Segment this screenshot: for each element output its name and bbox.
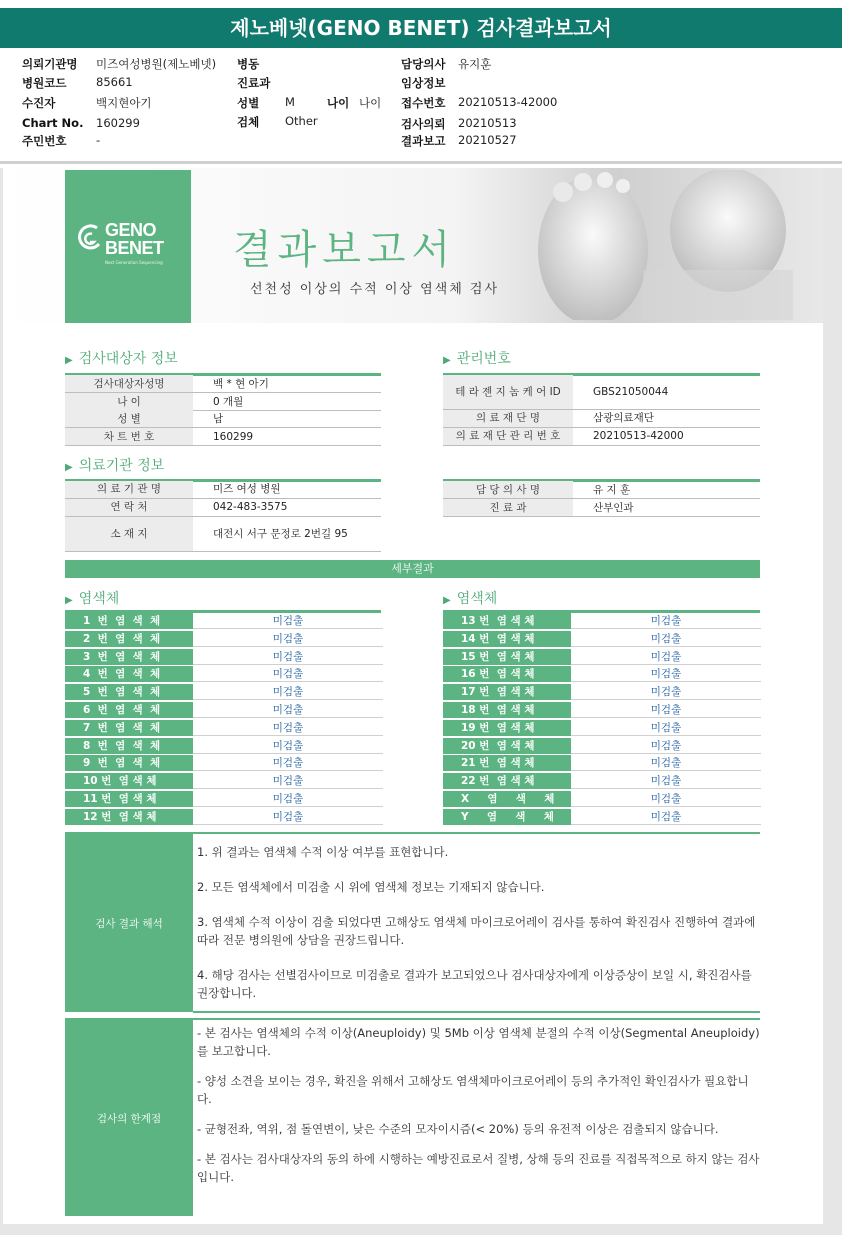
mgmt-info-row <box>443 410 760 428</box>
institution-doctor-label: 담 당 의 사 명 <box>443 481 573 499</box>
institution-info-value: 미즈 여성 병원 <box>213 483 281 495</box>
chromosome-label: 5 번 염 색 체 <box>65 684 193 700</box>
limitations-text <box>197 1024 760 1198</box>
institution-info-row <box>65 481 381 499</box>
chromosome-row-left <box>65 791 383 808</box>
chromosome-label: 13 번 염 색 체 <box>443 613 571 629</box>
chromosome-label: Y 염 색 체 <box>443 809 571 825</box>
subject-info-row <box>65 410 381 428</box>
chromosome-label: 1 번 염 색 체 <box>65 613 193 629</box>
limitation-item: - 양성 소견을 보이는 경우, 확진을 위해서 고해상도 염색체마이크로어레이 등의 추가적인 확인검사가 필요합니다. <box>197 1074 749 1106</box>
chromosome-result: 미검출 <box>193 773 383 789</box>
page-shadow-right <box>823 168 842 1235</box>
detail-results-bar: 세부결과 <box>65 560 760 578</box>
logo-line1: GENO <box>105 220 157 240</box>
chromosome-label: 18 번 염 색 체 <box>443 702 571 718</box>
baby-feet-image <box>523 170 793 320</box>
institution-info-value: 042-483-3575 <box>213 501 288 513</box>
chromosome-label: 22 번 염 색 체 <box>443 773 571 789</box>
section-arrow-icon: ▶ <box>65 355 73 366</box>
chromosome-row-left <box>65 666 383 683</box>
clinical-label: 임상정보 <box>401 76 446 90</box>
chromosome-result: 미검출 <box>571 720 761 736</box>
chromosome-result: 미검출 <box>193 809 383 825</box>
subject-info-label: 차 트 번 호 <box>65 428 193 446</box>
chromosome-row-left <box>65 755 383 772</box>
institution-doctor-value: 유 지 훈 <box>593 484 631 496</box>
row-divider <box>65 445 381 446</box>
chromosome-label: 15 번 염 색 체 <box>443 649 571 665</box>
chromosome-row-right <box>443 631 761 648</box>
ssn-label: 주민번호 <box>22 134 67 148</box>
chromosome-label: 6 번 염 색 체 <box>65 702 193 718</box>
mgmt-info-label: 테 라 젠 지 놈 케 어 ID <box>443 375 573 409</box>
interpretation-rule-bottom <box>193 1011 760 1013</box>
chromosome-result: 미검출 <box>571 666 761 682</box>
institution-info-label: 연 락 처 <box>65 499 193 516</box>
subject-info-value: 백 * 현 아기 <box>213 378 269 390</box>
interpretation-item: 2. 모든 염색체에서 미검출 시 위에 염색체 정보는 기재되지 않습니다. <box>197 880 545 894</box>
chromosome-row-left <box>65 649 383 666</box>
chromosome-row-right <box>443 773 761 790</box>
hospital-label: 의뢰기관명 <box>22 57 78 71</box>
chromosome-result: 미검출 <box>193 684 383 700</box>
chromosome-row-left <box>65 773 383 790</box>
report-date-label: 결과보고 <box>401 134 446 148</box>
chromosome-row-left <box>65 684 383 701</box>
mgmt-info-value: 20210513-42000 <box>593 430 684 442</box>
age-label: 나이 <box>327 96 350 110</box>
age-value: 나이 <box>359 96 382 110</box>
chromosome-row-left <box>65 738 383 755</box>
page-shadow-bottom <box>0 1224 842 1235</box>
chromosome-result: 미검출 <box>571 684 761 700</box>
chromosome-row-right <box>443 613 761 630</box>
row-divider <box>65 551 381 552</box>
interpretation-block <box>65 834 760 1012</box>
banner-title: 결과보고서 <box>233 227 457 273</box>
institution-doctor-label: 진 료 과 <box>443 499 573 517</box>
chromosome-result: 미검출 <box>571 809 761 825</box>
subject-info-label: 성 별 <box>65 410 193 428</box>
limitation-item: - 본 검사는 검사대상자의 동의 하에 시행하는 예방진료로서 질병, 상해 등의 진료를 직접목적으로 하지 않는 검사입니다. <box>197 1152 760 1184</box>
chromosome-label: X 염 색 체 <box>443 791 571 807</box>
patient-info-header <box>0 54 842 160</box>
subject-section-heading: ▶ 검사대상자 정보 <box>65 351 178 367</box>
interpretation-item: 1. 위 결과는 염색체 수적 이상 여부를 표현합니다. <box>197 845 449 859</box>
subject-info-row <box>65 375 381 393</box>
doctor-value: 유지훈 <box>458 57 492 71</box>
specimen-label: 검체 <box>237 115 260 129</box>
receipt-value: 20210513-42000 <box>458 95 558 109</box>
chromosome-result: 미검출 <box>571 738 761 754</box>
chromosome-row-right <box>443 720 761 737</box>
header-divider <box>0 161 842 164</box>
interpretation-item: 3. 염색체 수적 이상이 검출 되었다면 고해상도 염색체 마이크로어레이 검사를 통하여 확진검사 진행하여 결과에 따라 전문 병의원에 상담을 권장드립니다. <box>197 915 756 947</box>
institution-doctor-value: 산부인과 <box>593 502 634 514</box>
chromosome-result: 미검출 <box>193 720 383 736</box>
chromosome-result: 미검출 <box>571 773 761 789</box>
chromosome-label: 20 번 염 색 체 <box>443 738 571 754</box>
chromosome-result: 미검출 <box>571 649 761 665</box>
sex-label: 성별 <box>237 96 260 110</box>
subject-info-row <box>65 393 381 411</box>
chromosome-row-left <box>65 809 383 826</box>
section-arrow-icon: ▶ <box>65 462 73 473</box>
institution-info-label: 의 료 기 관 명 <box>65 481 193 498</box>
chromosome-label: 7 번 염 색 체 <box>65 720 193 736</box>
chromosome-result: 미검출 <box>193 649 383 665</box>
chromosome-label: 19 번 염 색 체 <box>443 720 571 736</box>
logo-line2: BENET <box>105 238 164 258</box>
chromosome-result: 미검출 <box>571 613 761 629</box>
chromosome-result: 미검출 <box>193 631 383 647</box>
report-banner <box>3 168 823 323</box>
chromosome-label: 12 번 염 색 체 <box>65 809 193 825</box>
mgmt-info-row <box>443 375 760 398</box>
logo-tagline: Next Generation Sequencing <box>105 260 163 265</box>
hospital-value: 미즈여성병원(제노베넷) <box>96 57 217 71</box>
code-label: 병원코드 <box>22 76 67 90</box>
mgmt-section-heading: ▶ 관리번호 <box>443 351 511 367</box>
receipt-label: 접수번호 <box>401 96 446 110</box>
chromosome-label: 21 번 염 색 체 <box>443 755 571 771</box>
chromosome-row-right <box>443 809 761 826</box>
chromosome-label: 9 번 염 색 체 <box>65 755 193 771</box>
interpretation-text <box>197 843 760 1019</box>
chart-label: Chart No. <box>22 116 84 130</box>
institution-info-row <box>65 517 381 540</box>
doctor-label: 담당의사 <box>401 57 446 71</box>
banner-subtitle: 선천성 이상의 수적 이상 염색체 검사 <box>250 282 500 297</box>
subject-value: 백지현아기 <box>96 96 152 110</box>
interpretation-label: 검사 결과 해석 <box>65 834 193 1012</box>
interpretation-item: 4. 해당 검사는 선별검사이므로 미검출로 결과가 보고되었으나 검사대상자에게 이상증상이 보일 시, 확진검사를 권장합니다. <box>197 968 752 1000</box>
specimen-value: Other <box>285 114 318 128</box>
chromosome-row-right <box>443 738 761 755</box>
geno-benet-logo <box>65 170 191 323</box>
chromosome-result: 미검출 <box>571 755 761 771</box>
request-value: 20210513 <box>458 116 517 130</box>
chromosome-row-right <box>443 791 761 808</box>
limitations-block <box>65 1020 760 1216</box>
report-page <box>3 168 823 1224</box>
chromosome-result: 미검출 <box>571 791 761 807</box>
institution-info-row <box>65 499 381 517</box>
chromosome-label: 10 번 염 색 체 <box>65 773 193 789</box>
chromosome-row-left <box>65 702 383 719</box>
chromosome-label: 8 번 염 색 체 <box>65 738 193 754</box>
chromosome-row-right <box>443 649 761 666</box>
chromosome-row-left <box>65 631 383 648</box>
limitation-item: - 균형전좌, 역위, 점 돌연변이, 낮은 수준의 모자이시즘(< 20%) 등의 유전적 이상은 검출되지 않습니다. <box>197 1122 719 1136</box>
chromosome-result: 미검출 <box>193 613 383 629</box>
institution-info-value: 대전시 서구 문정로 2번길 95 <box>213 528 348 540</box>
dept-label: 진료과 <box>237 76 271 90</box>
chromosome-result: 미검출 <box>571 702 761 718</box>
section-arrow-icon: ▶ <box>443 595 451 606</box>
subject-info-value: 남 <box>213 413 224 425</box>
mgmt-info-value: 삼광의료재단 <box>593 412 654 424</box>
chromosome-left-heading: ▶ 염색체 <box>65 591 120 607</box>
limitations-label: 검사의 한계점 <box>65 1020 193 1216</box>
ssn-value: - <box>96 133 101 147</box>
chromosome-label: 4 번 염 색 체 <box>65 666 193 682</box>
chromosome-label: 11 번 염 색 체 <box>65 791 193 807</box>
report-date-value: 20210527 <box>458 133 517 147</box>
limitation-item: - 본 검사는 염색체의 수적 이상(Aneuploidy) 및 5Mb 이상 염색체 분절의 수적 이상(Segmental Aneuploidy)를 보고합니다. <box>197 1026 760 1058</box>
chromosome-result: 미검출 <box>193 738 383 754</box>
chromosome-result: 미검출 <box>193 791 383 807</box>
mgmt-info-label: 의 료 재 단 명 <box>443 410 573 427</box>
section-arrow-icon: ▶ <box>443 355 451 366</box>
report-title: 제노베넷(GENO BENET) 검사결과보고서 <box>0 8 842 48</box>
chromosome-row-right <box>443 666 761 683</box>
chromosome-label: 3 번 염 색 체 <box>65 649 193 665</box>
chromosome-result: 미검출 <box>193 702 383 718</box>
code-value: 85661 <box>96 75 133 89</box>
row-divider <box>443 445 760 446</box>
institution-doctor-row <box>443 499 760 517</box>
ward-label: 병동 <box>237 57 260 71</box>
subject-info-label: 검사대상자성명 <box>65 375 193 393</box>
subject-label: 수진자 <box>22 96 56 110</box>
chromosome-row-right <box>443 755 761 772</box>
subject-info-row <box>65 428 381 446</box>
chromosome-label: 14 번 염 색 체 <box>443 631 571 647</box>
chromosome-result: 미검출 <box>193 666 383 682</box>
sex-value: M <box>285 95 295 109</box>
row-divider <box>443 516 760 517</box>
chromosome-row-left <box>65 613 383 630</box>
logo-swirl-icon <box>77 222 103 252</box>
subject-info-value: 0 개월 <box>213 395 244 408</box>
section-arrow-icon: ▶ <box>65 595 73 606</box>
institution-section-heading: ▶ 의료기관 정보 <box>65 458 165 474</box>
chromosome-label: 17 번 염 색 체 <box>443 684 571 700</box>
chromosome-label: 16 번 염 색 체 <box>443 666 571 682</box>
chromosome-row-right <box>443 702 761 719</box>
institution-info-label: 소 재 지 <box>65 517 193 551</box>
chromosome-label: 2 번 염 색 체 <box>65 631 193 647</box>
subject-info-label: 나 이 <box>65 393 193 411</box>
chromosome-right-heading: ▶ 염색체 <box>443 591 498 607</box>
request-label: 검사의뢰 <box>401 117 446 131</box>
subject-info-value: 160299 <box>213 430 254 443</box>
mgmt-info-row <box>443 428 760 446</box>
chromosome-result: 미검출 <box>571 631 761 647</box>
chart-value: 160299 <box>96 116 140 130</box>
institution-doctor-row <box>443 481 760 499</box>
chromosome-row-left <box>65 720 383 737</box>
chromosome-row-right <box>443 684 761 701</box>
mgmt-info-value: GBS21050044 <box>593 386 669 398</box>
mgmt-info-label: 의 료 재 단 관 리 번 호 <box>443 428 573 445</box>
chromosome-result: 미검출 <box>193 755 383 771</box>
